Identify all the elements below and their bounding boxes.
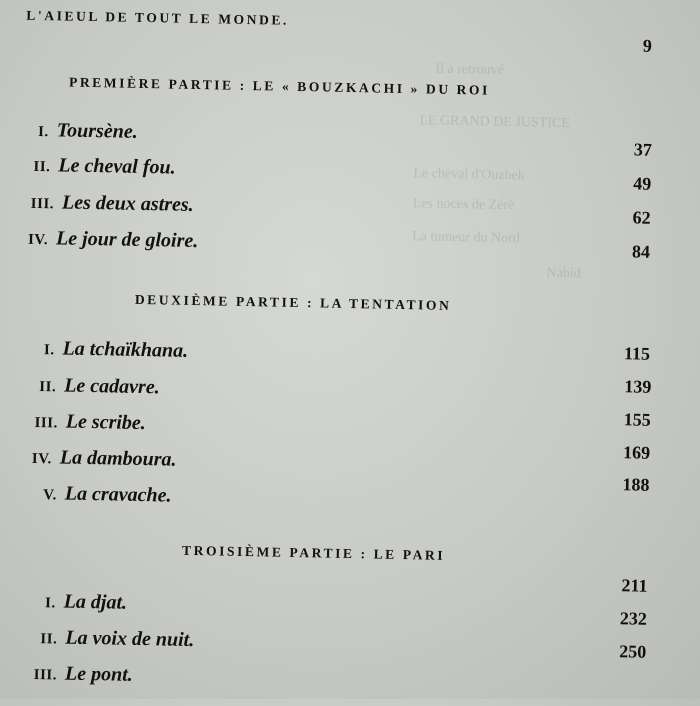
chapter-numeral: IV. — [27, 231, 49, 249]
chapter-title: La cravache. — [64, 482, 172, 507]
chapter-page-number: 155 — [623, 409, 651, 430]
chapter-page-number: 169 — [622, 442, 651, 463]
toc-entry — [45, 590, 127, 615]
chapter-numeral: I. — [37, 123, 49, 141]
chapter-page-number: 139 — [624, 376, 652, 397]
chapter-numeral: II. — [33, 158, 51, 176]
chapter-page-number: 115 — [623, 343, 651, 364]
chapter-page-number: 62 — [632, 207, 651, 228]
toc-entry — [34, 410, 146, 435]
intro-page-number: 9 — [642, 35, 653, 56]
toc-entry — [28, 227, 199, 253]
toc-entry — [38, 119, 138, 144]
chapter-numeral: IV. — [31, 450, 52, 468]
chapter-numeral: II. — [39, 379, 57, 396]
chapter-title: Le cheval fou. — [58, 154, 176, 179]
toc-entry — [44, 337, 189, 363]
chapter-title: La voix de nuit. — [65, 626, 195, 652]
chapter-numeral: V. — [42, 487, 57, 504]
chapter-title: Le pont. — [64, 662, 133, 686]
chapter-page-number: 37 — [633, 139, 653, 160]
chapter-title: La tchaïkhana. — [62, 337, 189, 362]
chapter-numeral: I. — [44, 595, 56, 612]
chapter-page-number: 250 — [619, 641, 647, 662]
intro-title: L'AIEUL DE TOUT LE MONDE. — [26, 7, 290, 28]
part-1-heading: PREMIÈRE PARTIE : LE « BOUZKACHI » DU ROI — [68, 74, 491, 98]
chapter-numeral: III. — [34, 414, 58, 432]
toc-entry — [34, 662, 133, 687]
chapter-page-number: 49 — [633, 173, 652, 194]
toc-entry — [40, 626, 194, 652]
chapter-page-number: 232 — [619, 608, 648, 629]
table-of-contents-page: Il a retrouvé LE GRAND DE JUSTICE Le cheval d'Ouzbek Les noces de Zéré La tumeur du Nord Nabid L'AIEUL DE TOUT LE MONDE. 9 PREMIÈRE PARTIE : LE « BOUZKACHI » DU ROI I. Toursène. 37 II. Le cheval fou. 49 III. Les deux astres. 62 IV. Le jour de gloire. 84 DEUXIÈME PARTIE : LA TENTATION I. La tchaïkhana. 115 II. Le cadavre. 139 III. Le scribe. 155 IV. La damboura. 169 V. La cravache. 188 TROISIÈME PARTIE : LE PARI 211 I. La djat. 232 II. La voix de nuit. 250 III. Le pont. — [26, 7, 653, 686]
chapter-title: Le scribe. — [65, 410, 147, 435]
chapter-numeral: III. — [30, 195, 55, 213]
chapter-numeral: I. — [43, 342, 55, 359]
chapter-title: Le cadavre. — [63, 374, 160, 399]
chapter-numeral: III. — [33, 666, 58, 684]
chapter-title: Le jour de gloire. — [55, 227, 199, 253]
part-2-heading: DEUXIÈME PARTIE : LA TENTATION — [134, 291, 452, 313]
toc-entry — [43, 482, 172, 507]
toc-entry — [39, 374, 160, 399]
toc-entry — [32, 446, 177, 472]
chapter-page-number: 211 — [621, 575, 648, 596]
toc-entry — [33, 154, 176, 180]
chapter-title: Toursène. — [56, 119, 138, 143]
chapter-title: Les deux astres. — [61, 191, 194, 216]
chapter-page-number: 188 — [622, 474, 650, 495]
chapter-title: La damboura. — [59, 446, 177, 471]
chapter-numeral: II. — [40, 631, 58, 648]
chapter-page-number: 84 — [631, 241, 651, 262]
chapter-title: La djat. — [63, 590, 128, 614]
toc-entry — [31, 191, 194, 217]
part-3-heading: TROISIÈME PARTIE : LE PARI — [181, 542, 446, 563]
